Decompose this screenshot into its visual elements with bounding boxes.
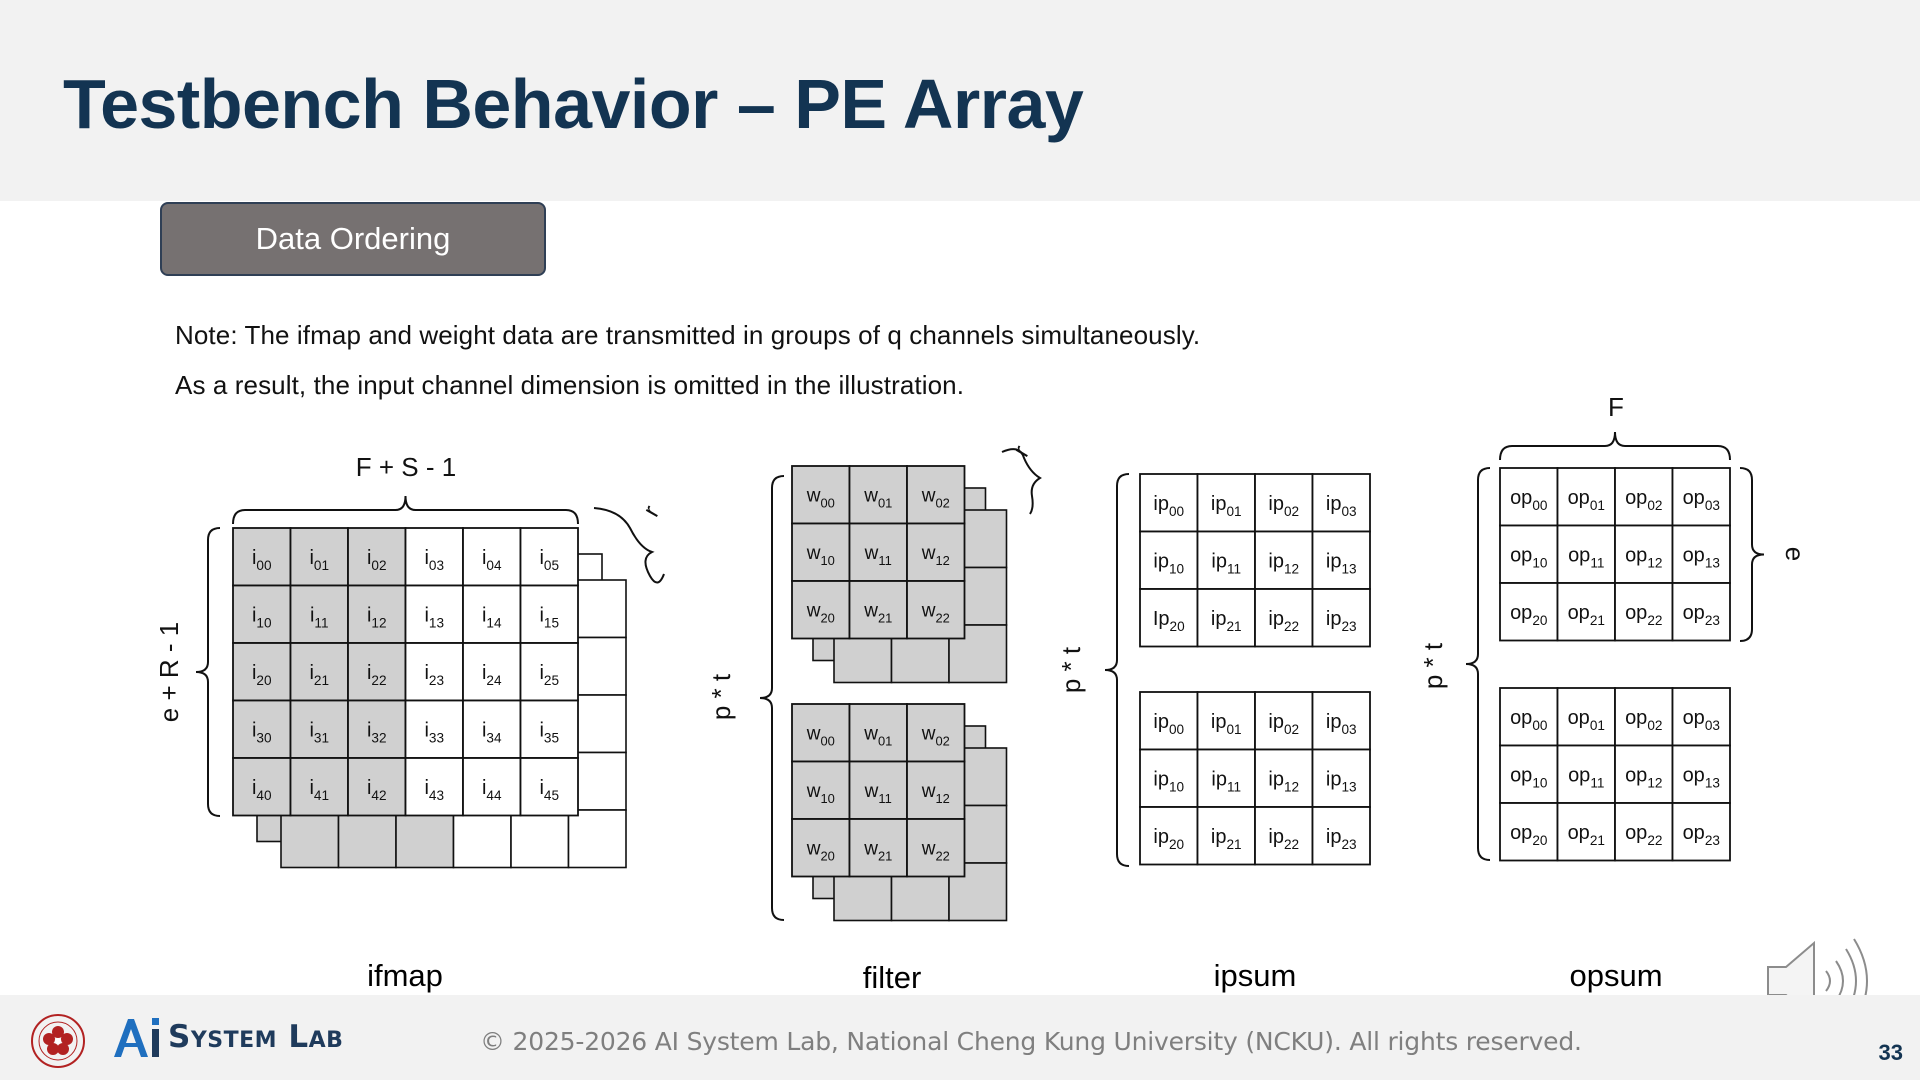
layer-cell bbox=[569, 810, 627, 868]
cell-label: $w_{20}$ bbox=[806, 600, 835, 626]
grid-cell bbox=[406, 528, 464, 586]
grid-cell bbox=[463, 528, 521, 586]
cell-label: $i_{44}$ bbox=[481, 776, 502, 804]
cell-label: $ip_{00}$ bbox=[1153, 492, 1185, 520]
cell-label: $w_{21}$ bbox=[864, 600, 893, 626]
grid-cell bbox=[233, 758, 291, 816]
cell-label: $i_{00}$ bbox=[251, 546, 272, 574]
cell-label: $i_{15}$ bbox=[539, 604, 560, 631]
cell-label: $ip_{23}$ bbox=[1325, 825, 1357, 853]
cell-label: $i_{41}$ bbox=[309, 776, 330, 804]
cell-label: $w_{01}$ bbox=[864, 723, 893, 749]
ifmap-grid bbox=[233, 528, 578, 816]
cell-label: $op_{10}$ bbox=[1510, 764, 1548, 791]
ipsum-grid-top bbox=[1140, 474, 1370, 647]
opsum-left-brace-label: p * t bbox=[1418, 642, 1448, 690]
opsum-right-brace-label: e bbox=[1780, 546, 1810, 562]
cell-label: $w_{10}$ bbox=[806, 780, 835, 806]
cell-label: $i_{25}$ bbox=[539, 661, 560, 689]
layer-cell bbox=[454, 810, 512, 868]
cell-label: $i_{35}$ bbox=[539, 719, 560, 746]
cell-label: $ip_{11}$ bbox=[1211, 768, 1242, 795]
cell-label: $ip_{10}$ bbox=[1153, 550, 1185, 577]
cell-label: $w_{11}$ bbox=[864, 780, 892, 806]
cell-label: $i_{22}$ bbox=[366, 661, 387, 689]
cell-label: $op_{22}$ bbox=[1625, 821, 1663, 849]
cell-label: $w_{11}$ bbox=[864, 542, 892, 568]
cell-label: $op_{13}$ bbox=[1682, 764, 1720, 791]
grid-cell bbox=[348, 701, 406, 759]
cell-label: $ip_{12}$ bbox=[1268, 550, 1300, 577]
grid-cell bbox=[521, 758, 579, 816]
cell-label: $i_{30}$ bbox=[251, 719, 272, 746]
layer-cell bbox=[281, 810, 339, 868]
cell-label: $op_{00}$ bbox=[1510, 706, 1548, 734]
cell-label: $ip_{22}$ bbox=[1268, 607, 1300, 635]
filter-label: filter bbox=[862, 960, 922, 995]
cell-label: $i_{33}$ bbox=[424, 719, 445, 746]
ai-system-lab-logo bbox=[112, 1015, 343, 1059]
filter-left-brace bbox=[760, 476, 784, 920]
cell-label: $ip_{12}$ bbox=[1268, 768, 1300, 795]
grid-cell bbox=[463, 586, 521, 644]
grid-cell bbox=[406, 758, 464, 816]
cell-label: $ip_{01}$ bbox=[1210, 492, 1242, 520]
cell-label: $op_{20}$ bbox=[1510, 821, 1548, 849]
cell-label: $ip_{01}$ bbox=[1210, 710, 1242, 738]
cell-label: $op_{20}$ bbox=[1510, 601, 1548, 629]
cell-label: $i_{40}$ bbox=[251, 776, 272, 804]
cell-label: $op_{10}$ bbox=[1510, 544, 1548, 571]
grid-cell bbox=[348, 586, 406, 644]
cell-label: $i_{42}$ bbox=[366, 776, 387, 804]
cell-label: $i_{23}$ bbox=[424, 661, 445, 689]
cell-label: $op_{01}$ bbox=[1567, 706, 1605, 734]
cell-label: $i_{02}$ bbox=[366, 546, 387, 574]
page-number: 33 bbox=[1878, 1040, 1903, 1065]
cell-label: $ip_{22}$ bbox=[1268, 825, 1300, 853]
cell-label: $ip_{10}$ bbox=[1153, 768, 1185, 795]
cell-label: $ip_{20}$ bbox=[1153, 825, 1185, 853]
ipsum-left-brace-label: p * t bbox=[1056, 646, 1086, 694]
opsum-grid-top bbox=[1500, 468, 1730, 641]
layer-cell bbox=[396, 810, 454, 868]
cell-label: $i_{04}$ bbox=[481, 546, 502, 574]
cell-label: $w_{21}$ bbox=[864, 838, 893, 864]
cell-label: $ip_{21}$ bbox=[1210, 607, 1242, 635]
grid-cell bbox=[406, 701, 464, 759]
opsum-label: opsum bbox=[1569, 958, 1663, 993]
cell-label: $w_{20}$ bbox=[806, 838, 835, 864]
cell-label: $ip_{02}$ bbox=[1268, 492, 1300, 520]
cell-label: $Ip_{20}$ bbox=[1152, 607, 1185, 635]
cell-label: $ip_{23}$ bbox=[1325, 607, 1357, 635]
cell-label: $i_{13}$ bbox=[424, 604, 445, 631]
cell-label: $w_{12}$ bbox=[921, 780, 950, 806]
cell-label: $op_{21}$ bbox=[1567, 821, 1605, 849]
grid-cell bbox=[348, 643, 406, 701]
grid-cell bbox=[291, 643, 349, 701]
opsum-top-brace bbox=[1500, 432, 1730, 460]
ai-logo-mark-icon bbox=[112, 1015, 162, 1059]
cell-label: $ip_{11}$ bbox=[1211, 550, 1242, 577]
copyright-text: © 2025-2026 AI System Lab, National Cheng Kung University (NCKU). All rights reserved. bbox=[480, 1027, 1582, 1056]
cell-label: $w_{00}$ bbox=[806, 485, 835, 511]
cell-label: $op_{02}$ bbox=[1625, 706, 1663, 734]
cell-label: $ip_{00}$ bbox=[1153, 710, 1185, 738]
cell-label: $i_{24}$ bbox=[481, 661, 502, 689]
cell-label: $op_{12}$ bbox=[1625, 764, 1663, 791]
slide-title: Testbench Behavior – PE Array bbox=[63, 65, 1084, 143]
cell-label: $op_{02}$ bbox=[1625, 486, 1663, 514]
cell-label: $i_{10}$ bbox=[251, 604, 272, 631]
filter-depth-brace bbox=[1002, 449, 1040, 514]
note-line-1: Note: The ifmap and weight data are transmitted in groups of q channels simultaneously. bbox=[175, 320, 1201, 350]
cell-label: $w_{10}$ bbox=[806, 542, 835, 568]
cell-label: $w_{01}$ bbox=[864, 485, 893, 511]
ifmap-left-brace bbox=[196, 528, 220, 816]
grid-cell bbox=[521, 528, 579, 586]
filter-grid-1 bbox=[792, 704, 965, 877]
grid-cell bbox=[348, 758, 406, 816]
opsum-left-brace bbox=[1466, 468, 1490, 860]
ifmap-top-brace bbox=[233, 496, 578, 524]
cell-label: $i_{21}$ bbox=[309, 661, 330, 689]
filter-depth-brace-label: r bbox=[1007, 441, 1036, 462]
cell-label: $i_{32}$ bbox=[366, 719, 387, 746]
cell-label: $op_{21}$ bbox=[1567, 601, 1605, 629]
section-tag-label: Data Ordering bbox=[255, 221, 451, 256]
filter-left-brace-label: p * t bbox=[706, 673, 736, 721]
cell-label: $ip_{13}$ bbox=[1325, 768, 1357, 795]
grid-cell bbox=[348, 528, 406, 586]
ipsum-label: ipsum bbox=[1213, 958, 1297, 993]
cell-label: $w_{02}$ bbox=[921, 485, 950, 511]
cell-label: $ip_{03}$ bbox=[1325, 492, 1357, 520]
ifmap-label: ifmap bbox=[367, 958, 443, 993]
cell-label: $op_{12}$ bbox=[1625, 544, 1663, 571]
cell-label: $i_{31}$ bbox=[309, 719, 330, 746]
logo-text: System Lab bbox=[168, 1019, 344, 1055]
grid-cell bbox=[291, 701, 349, 759]
cell-label: $i_{43}$ bbox=[424, 776, 445, 804]
ifmap-depth-brace bbox=[594, 508, 664, 583]
grid-cell bbox=[406, 586, 464, 644]
layer-cell bbox=[511, 810, 569, 868]
grid-cell bbox=[291, 528, 349, 586]
grid-cell bbox=[521, 701, 579, 759]
cell-label: $op_{00}$ bbox=[1510, 486, 1548, 514]
cell-label: $i_{05}$ bbox=[539, 546, 560, 574]
cell-label: $i_{45}$ bbox=[539, 776, 560, 804]
layer-cell bbox=[339, 810, 397, 868]
ipsum-grid-bottom bbox=[1140, 692, 1370, 865]
cell-label: $w_{22}$ bbox=[921, 838, 950, 864]
opsum-right-brace bbox=[1740, 468, 1764, 641]
cell-label: $op_{01}$ bbox=[1567, 486, 1605, 514]
cell-label: $op_{23}$ bbox=[1682, 601, 1720, 629]
cell-label: $op_{03}$ bbox=[1682, 486, 1720, 514]
ncku-seal-icon bbox=[30, 1013, 86, 1069]
grid-cell bbox=[233, 643, 291, 701]
ifmap-left-brace-label: e + R - 1 bbox=[154, 621, 184, 723]
grid-cell bbox=[463, 643, 521, 701]
ifmap-depth-brace-label: r bbox=[637, 501, 666, 522]
cell-label: $op_{13}$ bbox=[1682, 544, 1720, 571]
cell-label: $op_{22}$ bbox=[1625, 601, 1663, 629]
grid-cell bbox=[463, 758, 521, 816]
cell-label: $ip_{13}$ bbox=[1325, 550, 1357, 577]
grid-cell bbox=[233, 701, 291, 759]
cell-label: $ip_{03}$ bbox=[1325, 710, 1357, 738]
grid-cell bbox=[406, 643, 464, 701]
grid-cell bbox=[463, 701, 521, 759]
cell-label: $ip_{21}$ bbox=[1210, 825, 1242, 853]
cell-label: $op_{11}$ bbox=[1568, 544, 1605, 571]
cell-label: $w_{22}$ bbox=[921, 600, 950, 626]
cell-label: $w_{02}$ bbox=[921, 723, 950, 749]
filter-grid-0 bbox=[792, 466, 965, 639]
cell-label: $op_{23}$ bbox=[1682, 821, 1720, 849]
cell-label: $i_{20}$ bbox=[251, 661, 272, 689]
cell-label: $i_{11}$ bbox=[309, 604, 329, 631]
note-line-2: As a result, the input channel dimension is omitted in the illustration. bbox=[175, 370, 965, 400]
cell-label: $op_{11}$ bbox=[1568, 764, 1605, 791]
cell-label: $i_{34}$ bbox=[481, 719, 502, 746]
cell-label: $ip_{02}$ bbox=[1268, 710, 1300, 738]
opsum-grid-bottom bbox=[1500, 688, 1730, 861]
grid-cell bbox=[233, 586, 291, 644]
grid-cell bbox=[291, 758, 349, 816]
ifmap-top-brace-label: F + S - 1 bbox=[355, 452, 457, 482]
cell-label: $i_{14}$ bbox=[481, 604, 502, 631]
grid-cell bbox=[291, 586, 349, 644]
cell-label: $i_{12}$ bbox=[366, 604, 387, 631]
cell-label: $i_{03}$ bbox=[424, 546, 445, 574]
cell-label: $op_{03}$ bbox=[1682, 706, 1720, 734]
cell-label: $w_{12}$ bbox=[921, 542, 950, 568]
grid-cell bbox=[233, 528, 291, 586]
grid-cell bbox=[521, 586, 579, 644]
cell-label: $w_{00}$ bbox=[806, 723, 835, 749]
cell-label: $i_{01}$ bbox=[309, 546, 330, 574]
ipsum-left-brace bbox=[1105, 474, 1129, 866]
opsum-top-brace-label: F bbox=[1608, 392, 1624, 422]
grid-cell bbox=[521, 643, 579, 701]
